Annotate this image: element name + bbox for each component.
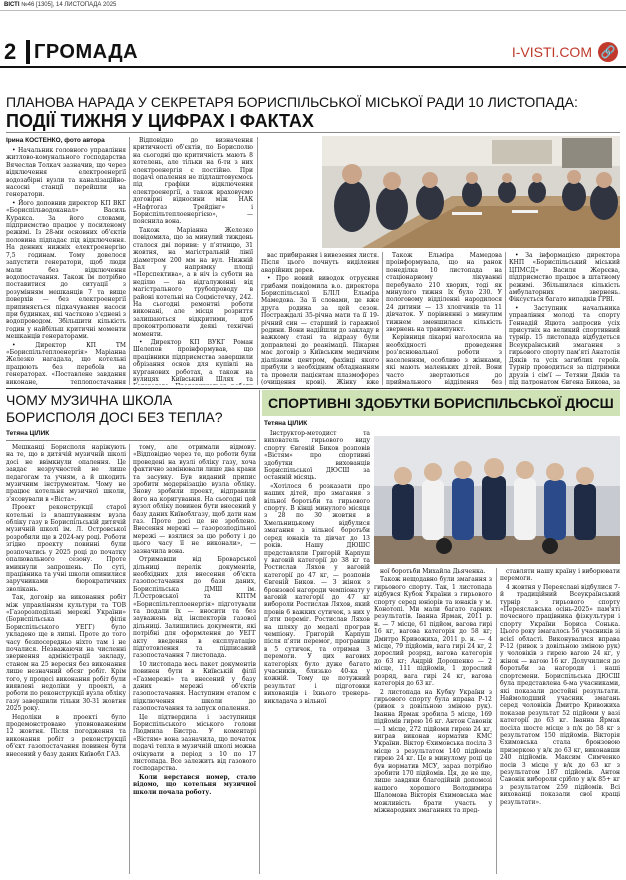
column-divider	[505, 252, 506, 385]
meeting-photo-illustration	[322, 136, 620, 248]
paragraph: Мешканці Борисполя наріжують на те, що в дитячій музичній школі досі не ввімкнули опалення. Це завдає незручностей не лише педагогам та учням, а й шкодить музичним інструментам. Чому не працює котельня музичної школи, з'ясовували в «Віста».	[6, 444, 126, 503]
paragraph: 2 листопада на Кубку України з гирьового спорту була вправа Р-12 (ривок з довільною зміною рук). Іванна Ярмак зробила 5 місце, 169 підйомів гирею 16 кг. Антон Савонік — 1 місце, 272 підйоми гирею 24 кг, виграв виконав норматив КМС України. Віктор Єхимовська посіла 3 місце з результатом 140 підйомів гирею 24 кг. Це в минулому році це був норматив МСУ, зараз потрібно зробити 170 підйомів. Ця, де не ще, лише завдяки благодійній допомозі нашого хорошого Володимира Шаломова Вікторія Єхимовська має можливість брати участь у міжнародних змаганнях та пред-	[374, 688, 492, 814]
byline-rule	[6, 440, 256, 441]
column-divider	[257, 137, 258, 385]
meeting-photo	[322, 136, 620, 248]
column-divider	[259, 390, 260, 874]
team-photo-illustration	[374, 436, 620, 564]
article1-column-2	[133, 137, 253, 385]
column-divider	[496, 568, 497, 874]
paragraph: Недоліки в проекті було продемонстровано уповноваженим 12 жовтня. Після погодження та виконання робіт з реконструкції об'єкт газопостачання повинен бути внесений у базу даних Київобл ГАЗ.	[6, 713, 126, 758]
article2-title: ЧОМУ МУЗИЧНА ШКОЛА БОРИСПОЛЯ ДОСІ БЕЗ ТЕПЛА?	[6, 392, 223, 425]
paragraph: Так, договір на виконання робіт між управлінням культури та ТОВ «Газорозподільні мережі України» (Бориспільська філія Бориспільського УЕГГ) було укладено ще в липні. Проте до того часу безпосередньо ніхто там і не почалися. Незважаючи на численні звернення адміністрації закладу, станом на 25 вересня без виконання лише незначний обсяг робіт. Крім того, у процесі виконання робіт були виявлені недоліки у проекті, а роботи по реконструкції вузла обліку газу завершили тільки 30-31 жовтня 2025 року.	[6, 594, 126, 713]
article1-column-1	[6, 147, 126, 385]
article2-byline: Тетяна ЦІЛИК	[6, 430, 50, 437]
paragraph: «Хотілося б розказати про наших дітей, про змагання з вільної боротьби та гирьового спорту. В кінці минулого місяця з 28 по 30 жовтня в Хмельницькому відбулися змагання з вільної боротьби серед юнаків та дівчат до 13 років. Нашу ДЮШС представляли Григорій Карпуш у ваговій категорії до 38 кг та Ростислав Ляхов у ваговій категорії до 47 кг, — розповів Євгеній Биков. — З жінок з бронзової нагороди чемпіонату у ваговій категорії до 47 кг вибороли Ростислав Ляхов, який провів 6 важких сутичок, з них у п'яти переміг. Ростислав Ляхов на шляху до медалі програв чемпіону. Григорій Карпуш після п'яти перемог, програвши в 5 сутичок, та отримав 3 перемоги. У цих вагових категоріях було дуже багато учасників, близько 40-ка у кожній. Тому це потужний результат і підготовки вихованців і їхнього тренера-викладача з вільної	[264, 482, 370, 705]
article1-column-3	[261, 252, 379, 385]
paragraph: • Заступник начальника управління молоді та спорту Геннадій Яцюта запросив усіх присутніх на великий спортивний турнір. 15 листопада відбудеться Всеукраїнський змагання з гирьового спорту пам'яті Анатолія Дяків та усіх загиблих героїв. Турнір проводиться за підтримки друзів і сім'ї — Тетяни Дяків та під патронатом Євгена Бикова, за	[509, 304, 620, 385]
article3-byline: Тетяна ЦІЛИК	[264, 420, 308, 427]
paragraph: • Директор КП ТМ «Бориспільтеплоенергія» Маріанна Железко нагадала, що котельні працюють без перебоїв на генераторах. «Поставлене завдання виконане, теплопостачання	[6, 341, 126, 385]
page-number: 2	[4, 39, 17, 64]
article3-column-1	[264, 430, 370, 874]
article2-column-1	[6, 444, 126, 874]
section-underline	[0, 66, 626, 68]
top-divider	[0, 10, 626, 11]
article2-column-2	[133, 444, 256, 874]
issue-header	[0, 0, 626, 10]
paragraph: • Директор КП ВУКГ Роман Шелепов проінформував, що працівники підприємства завершили обрізання основ для купівлі на курганових роботах, а також на вулицях Київський Шлях та	[133, 338, 253, 383]
article-divider	[6, 388, 620, 389]
paragraph: ної боротьби Михайла Дьяченка.	[380, 568, 486, 575]
article3-title: СПОРТИВНІ ЗДОБУТКИ БОРИСПІЛЬСЬКОЇ ДЮСШ	[268, 395, 614, 411]
paragraph: Відповідно до визначення критичності об'єктів, по Борисполю на сьогодні цю критичність мають 8 котелень, але тільки на 6-ти з них електроенергія є постійно. При подачі опалення не підлаштовуємось під графіки відключення електроенергії, а також враховуємо договірні відносини між НАК «Нафтогаз Трейдінг» і Бориспільтеплоенергією», — пояснила вона.	[133, 137, 253, 226]
paragraph: вас прибирання і вивезення листя. Після цього почнуть виділення аварійних дерев.	[261, 252, 379, 274]
section-title: ГРОМАДА	[34, 41, 139, 63]
paragraph: Також Маріанна Железко повідомила, що за минулий тиждень сталося дві пориви: у п'ятницю, 31 жовтня, на магістральній лінії діаметром 200 мм на вул. Нижній Вал у напрямку площі «Перспектива», а в ніч із суботи на неділю — на відгалуженні від магістрального трубопроводу в районі котельні на Соцмістечку, 242. На сьогодні ремонтні роботи виконані, але місця розриття залишаються відкритими, щоб проконтролювати деякі технічні моменти.	[133, 226, 253, 338]
article1-column-4	[386, 252, 502, 385]
paragraph: ставляти нашу країну і виборювати перемоги.	[500, 568, 620, 583]
section-divider	[26, 40, 30, 64]
article1-byline: Ірина КОСТЕНКО, фото автора	[6, 137, 105, 144]
section-header	[0, 40, 626, 64]
article3-column-3	[500, 568, 620, 874]
paragraph: 10 листопада весь пакет документів повинен бути в Київській філії «Газмережі» та внесений у базу даних мережі об'єктів газопостачання. Наступним етапом є підключення школи до газопостачання та запуск опалення.	[133, 660, 256, 713]
article1-column-5	[509, 252, 620, 385]
paragraph: Також Ельміра Мамедова проінформувала, що на ранок понеділка 10 листопада на стаціонарному лікуванні перебувало 210 хворих, тоді як минулого тижня їх було 230. У пологовому відділенні народилося 24 дитини — 13 хлопчиків та 11 дівчаток. У порівнянні з минулим тижнем зменшилася кількість звернень на травмпункт.	[386, 252, 502, 334]
paragraph: Інструктор-методист та вихователь гирьового виду спорту Євгеній Биков розповів «Вістям» про спортивні здобутки вихованців Бориспільської ДЮСШ за останній місяць.	[264, 430, 370, 482]
article3-banner	[262, 390, 620, 416]
column-divider	[129, 444, 130, 874]
column-divider	[129, 137, 130, 385]
article3-column-2	[374, 568, 492, 874]
paragraph: Також нещодавно були змагання з гирьового спорту. Так, 1 листопада відбувся Кубок України з гирьового спорту серед юніорів та юнаків у м. Конотопі. Ми мали багато гарних результатів. Іванна Ярмак, 2011 р. н. — 7 місце, 61 підйом, вагова гирі 16 кг, вагова категорія до 58 кг; Дмитро Кривожиха, 2011 р. н. — 4 місце, 79 підйомів, вага гирі 24 кг, 2 дорослий розряд, вагова категорія до 63 кг; Андрій Дорошенко — 2 місце, 111 підйомів, 1 дорослий розряд, вага гирі 24 кг, вагова категорія до 63 кг.	[374, 576, 492, 688]
link-icon[interactable]: 🔗	[598, 42, 618, 62]
paragraph: Отримавши від Броварської дільниці перелік документів, необхідних для внесення об'єкта газопостачання до бази даних, Бориспільська ДМШ ім. Л.Островської та КПТМ «Бориспільтеплоенергія» підготували та подали їх — вносити та без зауважень від інспекторів газової дільниці. Залишились документи, які потрібні для оформлення до УЕГГ акту введення в експлуатацію підготовлення та підписаний газопостачання 7 листопада.	[133, 556, 256, 660]
headline-rule	[6, 132, 620, 133]
paragraph: Проект реконструкції старої котельні із влаштуванням вузла обліку газу в Бориспільській дитячій музичній школі ім. Л. Островської розробили ще в 2024-му році. Роботи згідно проекту повинні були розпочатись у 2025 році до початку опалювального сезону. Проте вмикнули запрошень. По суті, працівника та учні школи опинилися заручниками бюрократичних зволікань.	[6, 504, 126, 593]
newspaper-brand: ВІСТІ	[4, 2, 20, 8]
paragraph: • Про новий виводок отруєння грибами повідомила в.о. директора Бориспільської БЛІЛ Ельміра Мамедова. За її словами, це вже друга родина за цей сезон. Постраждалі 35-річна мати та її 19-річний син — старший із гаражної родини. Вони надійшли до закладу в важкому стані та відразу були доправлені до реанімації. Пікарня має договір з Київським медичним діалізним центром, фахівці якого прибули з необхідним обладнанням та провели пацієнтам плазмофорез (очищення крові). Жінку вже	[261, 275, 379, 385]
paragraph: • За інформацією директора КНП «Бориспільський міський ЦПМСД» Василя Жерєєва, підприємство працює в штатному режимі. Збільшилася кількість амбулаторних звернень. Фіксується багато випадків ГРВІ.	[509, 252, 620, 304]
paragraph: Це підтвердила і заступниця Бориспільського міського голови Людмила Бистра. У коментарі «Вістям» вона зазначила, що початок подачі тепла в музичній школі можна очікувати в період з 10 по 17 листопада. Все залежить від газового господарства.	[133, 713, 256, 773]
paragraph: Керівниця лікарні наголосила на необхідності проведення роз'яснювальної роботи з населенням, особливо з жінками, які мають маленьких дітей. Вони часто звертаються до приймального відділення без	[386, 334, 502, 385]
article1-kicker: ПЛАНОВА НАРАДА У СЕКРЕТАРЯ БОРИСПІЛЬСЬКОЇ МІСЬКОЇ РАДИ 10 ЛИСТОПАДА:	[6, 94, 578, 110]
column-divider	[382, 252, 383, 385]
site-link[interactable]: I-VISTI.COM	[511, 44, 592, 60]
paragraph: 4 жовтня у Переяславі відбулися 7-й традиційний Всеукраїнський турнір з гирьового спорту «Переяславська осінь-2025» пам'яті почесного працівника фізкультури і спорту України Бориса Сонька. Цього року змагалось 56 учасників зі всієї області. Виконувалися вправа Р-12 (ривок з довільною зміною рук) у чоловіків з гирею вагою 24 кг, у жінок — вагою 16 кг. Долучилися до боротьби за нагороди і наші спортсмени. Бориспільська ДЮСШ була представлена 6-ма учасниками, які показали достойні результати. Наймолодший учасник змагань серед чоловіків Дмитро Кривожиха показав результат 52 підйоми у вазі категорії до 63 кг. Іванна Ярмак посіла шосте місце з п/к до 58 кг з результатом 150 підйомів. Вікторія Єхимовська стала бронзовою призеркою у в/к до 63 кг, виконавши 240 підйомів. Максим Симченко посів 3 місце у в/к до 63 кг з результатом 187 підйомів. Антон Савонік вибороли срібло у в/к 85+ кг з результатом 259 підйомів. Всі вихованці показали свої кращі результати».	[500, 583, 620, 806]
paragraph: • Його доповнив директор КП ВКГ «Бориспільводоканал» Василь Куракса. За його словами, підприємство працює у посиленому режимі. Із 28-ми основних об'єктів половина підпадає під відключення. На денних нижніх електроенергію 7,5 годинам. Тому довелося запустити генератори, щоб люди мали без відключення водопостачання. Також їм потрібно поставитися до ситуації з розумінням мешканців 7 та вище поверхів — без електроенергії припиняється підкачування насоси при будинках, які частково з'єднені з водопроводом. Збільшити кількість годин у найбільш критичні моменти мешканців генераторами.	[6, 199, 126, 341]
issue-info: №46 [1305], 14 ЛИСТОПАДА 2025	[21, 2, 117, 8]
team-photo	[374, 436, 620, 564]
article1-headline: ПОДІЇ ТИЖНЯ У ЦИФРАХ І ФАКТАХ	[6, 111, 314, 131]
paragraph: Коли верстався номер, стало відомо, що котельня музичної школи почала роботу.	[133, 773, 256, 796]
paragraph: • Начальник головного управління житлово-комунального господарства Вячеслав Толкач зазначив, що через відключення електроенергії водозабірні вузли та каналізаційно-насосні станції перейшли на генератори.	[6, 147, 126, 199]
paragraph: тому, але отримали відмову. «Відповідно через те, що роботи були проведені на вузлі обліку газу, хоча фактично замінювали лише два крани та засувку. Був виданий припис зробити модернізацію вузла обліку. Знову зробили проект, відправили його на коригування. На сьогодні цей вузол обліку повинен бути внесений у базу даних Київоблгазу, щоб дати нам газ. Проте досі це не зроблено. Внесення мережі — газорозподільної мережі — взялися за цю роботу і до цього часу її не виконали», — зазначила вона.	[133, 444, 256, 555]
